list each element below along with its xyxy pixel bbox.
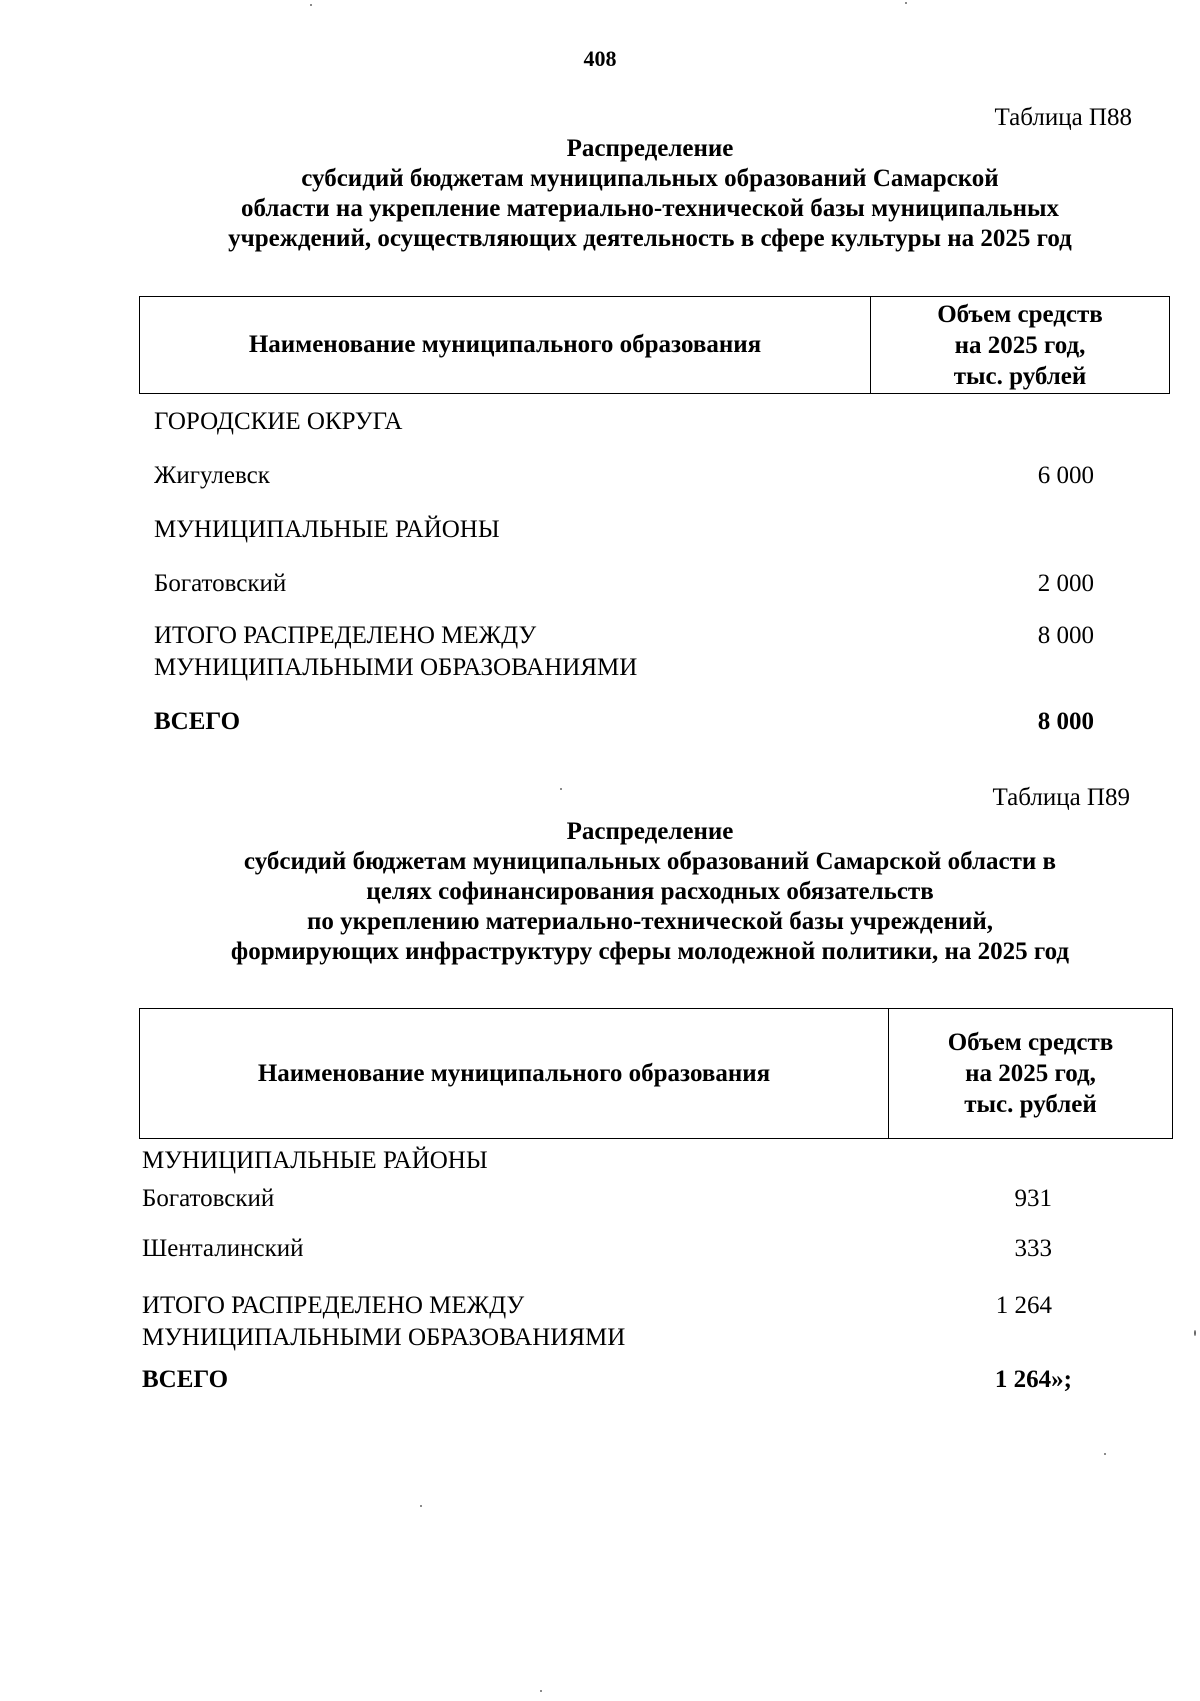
scan-speck <box>420 1505 422 1507</box>
title-line: субсидий бюджетам муниципальных образований Самарской области в <box>243 848 1057 875</box>
row-name <box>154 568 286 600</box>
header-name-column: Наименование муниципального образования <box>257 1059 771 1087</box>
row-name <box>154 620 637 684</box>
header-value-column <box>888 1009 1172 1138</box>
title-line: учреждений, осуществляющих деятельность в сфере культуры на 2025 год <box>228 225 1072 252</box>
row-name-line: МУНИЦИПАЛЬНЫМИ ОБРАЗОВАНИЯМИ <box>142 1324 626 1351</box>
row-value: 8 000 <box>1037 622 1094 649</box>
table-title <box>120 134 1180 254</box>
row-value: 1 264 <box>995 1292 1052 1319</box>
row-value: 6 000 <box>1037 462 1094 489</box>
scan-speck <box>905 2 907 4</box>
header-value-line: Объем средств <box>937 300 1103 328</box>
title-line: области на укрепление материально-технической базы муниципальных <box>240 195 1060 222</box>
row-name <box>154 706 240 738</box>
row-name <box>142 1183 274 1215</box>
row-name-line: Богатовский <box>142 1185 275 1212</box>
header-value-line: Объем средств <box>947 1029 1114 1056</box>
row-name-line: МУНИЦИПАЛЬНЫМИ ОБРАЗОВАНИЯМИ <box>154 654 638 681</box>
row-value: 333 <box>1014 1235 1052 1262</box>
title-line: целях софинансирования расходных обязательств <box>366 878 934 905</box>
table-label: Таблица П88 <box>994 104 1132 131</box>
row-value: 1 264»; <box>994 1366 1072 1393</box>
row-name-line: ВСЕГО <box>154 708 241 735</box>
header-value-line: тыс. рублей <box>953 362 1087 390</box>
table-title <box>120 817 1180 967</box>
title-line: Распределение <box>566 135 734 162</box>
row-name-line: ИТОГО РАСПРЕДЕЛЕНО МЕЖДУ <box>154 622 537 649</box>
scan-speck <box>1194 1330 1196 1336</box>
row-name-line: ГОРОДСКИЕ ОКРУГА <box>154 408 403 435</box>
row-name-line: Шенталинский <box>142 1235 304 1262</box>
row-value: 8 000 <box>1037 708 1094 735</box>
row-name-line: Богатовский <box>154 570 287 597</box>
row-name <box>142 1364 228 1396</box>
title-line: формирующих инфраструктуру сферы молодежной политики, на 2025 год <box>230 938 1070 965</box>
row-name <box>154 406 402 438</box>
row-name <box>142 1233 303 1265</box>
title-line: Распределение <box>566 818 734 845</box>
table-label: Таблица П89 <box>992 784 1130 811</box>
row-name-line: ВСЕГО <box>142 1366 229 1393</box>
title-line: субсидий бюджетам муниципальных образований Самарской <box>301 165 999 192</box>
scan-speck <box>1104 1453 1106 1455</box>
scan-speck <box>540 1690 542 1692</box>
page-number: 408 <box>583 46 617 71</box>
row-name-line: Жигулевск <box>154 462 270 489</box>
row-value: 2 000 <box>1037 570 1094 597</box>
table-header <box>139 296 1170 394</box>
row-value: 931 <box>1014 1185 1052 1212</box>
row-name <box>142 1290 625 1354</box>
row-name-line: ИТОГО РАСПРЕДЕЛЕНО МЕЖДУ <box>142 1292 525 1319</box>
row-name <box>142 1145 488 1177</box>
scan-speck <box>310 4 312 6</box>
header-value-line: на 2025 год, <box>965 1060 1096 1087</box>
row-name-line: МУНИЦИПАЛЬНЫЕ РАЙОНЫ <box>142 1147 488 1174</box>
title-line: по укреплению материально-технической базы учреждений, <box>306 908 994 935</box>
header-value-column <box>870 297 1169 393</box>
row-name-line: МУНИЦИПАЛЬНЫЕ РАЙОНЫ <box>154 516 500 543</box>
header-value-line: тыс. рублей <box>964 1091 1097 1118</box>
table-header <box>139 1008 1173 1139</box>
row-name <box>154 460 270 492</box>
header-value-line: на 2025 год, <box>954 331 1086 359</box>
scan-speck <box>560 788 562 790</box>
row-name <box>154 514 500 546</box>
header-name-column: Наименование муниципального образования <box>248 331 762 358</box>
